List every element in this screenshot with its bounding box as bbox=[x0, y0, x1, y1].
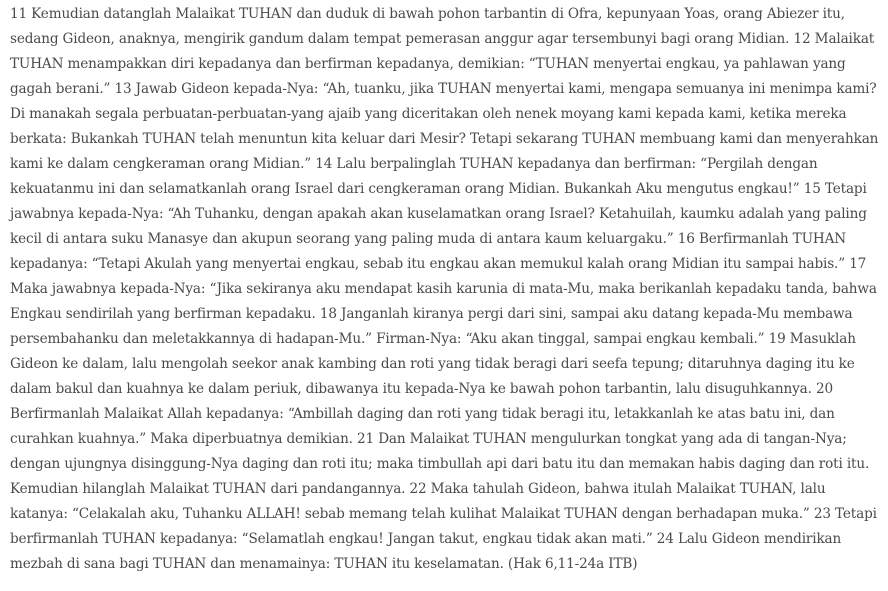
verse-text: Maka tahulah Gideon, bahwa itulah Malaikat TUHAN, lalu katanya: “Celakalah aku, Tuhanku ALLAH! sebab memang telah kulihat Malaikat TUHAN dengan berhadapan muka.” bbox=[10, 481, 826, 522]
verse-text: Masuklah Gideon ke dalam, lalu mengolah seekor anak kambing dan roti yang tidak beragi dari seefa tepung; ditaruhnya daging itu ke dalam bakul dan kuahnya ke dalam periuk, dibawanya itu kepada-Nya ke bawah pohon tarbantin, lalu disuguhkannya. bbox=[10, 331, 856, 397]
verse-text: Maka jawabnya kepada-Nya: “Jika sekiranya aku mendapat kasih karunia di mata-Mu, maka berikanlah kepadaku tanda, bahwa Engkau sendirilah yang berfirman kepadaku. bbox=[10, 281, 877, 322]
verse-number: 22 bbox=[409, 481, 427, 497]
verse-number: 18 bbox=[319, 306, 337, 322]
verse-text: Tetapi jawabnya kepada-Nya: “Ah Tuhanku, dengan apakah akan kuselamatkan orang Israel? Ketahuilah, kaumku adalah yang paling kecil di antara suku Manasye dan akupun seorang yang paling muda di antara kaum keluargaku.” bbox=[10, 181, 867, 247]
verse-number: 17 bbox=[849, 256, 867, 272]
verse-text: Tetapi berfirmanlah TUHAN kepadanya: “Selamatlah engkau! Jangan takut, engkau tidak akan mati.” bbox=[10, 506, 877, 547]
verse-number: 19 bbox=[768, 331, 786, 347]
verse-number: 13 bbox=[114, 81, 132, 97]
verse-text: Malaikat TUHAN menampakkan diri kepadanya dan berfirman kepadanya, demikian: “TUHAN menyertai engkau, ya pahlawan yang gagah berani.” bbox=[10, 31, 875, 97]
verse-number: 21 bbox=[357, 431, 375, 447]
scripture-passage bbox=[10, 2, 882, 577]
verse-number: 14 bbox=[315, 156, 333, 172]
verse-number: 24 bbox=[656, 531, 674, 547]
verse-text: Janganlah kiranya pergi dari sini, sampai aku datang kepada-Mu membawa persembahanku dan meletakkannya di hadapan-Mu.” Firman-Nya: “Aku akan tinggal, sampai engkau kembali.” bbox=[10, 306, 853, 347]
verse-text: Lalu Gideon mendirikan mezbah di sana bagi TUHAN dan menamainya: TUHAN itu keselamatan. bbox=[10, 531, 842, 572]
verse-text: Berfirmanlah Malaikat Allah kepadanya: “Ambillah daging dan roti yang tidak beragi itu, letakkanlah ke atas batu ini, dan curahkan kuahnya.” Maka diperbuatnya demikian. bbox=[10, 406, 835, 447]
verse-number: 12 bbox=[793, 31, 811, 47]
verse-text: Lalu berpalinglah TUHAN kepadanya dan berfirman: “Pergilah dengan kekuatanmu ini dan selamatkanlah orang Israel dari cengkeraman orang Midian. Bukankah Aku mengutus engkau!” bbox=[10, 156, 818, 197]
verse-number: 15 bbox=[803, 181, 821, 197]
verse-text: Berfirmanlah TUHAN kepadanya: “Tetapi Akulah yang menyertai engkau, sebab itu engkau akan memukul kalah orang Midian itu sampai habis.” bbox=[10, 231, 847, 272]
verse-number: 11 bbox=[10, 6, 27, 22]
verse-text: Kemudian datanglah Malaikat TUHAN dan duduk di bawah pohon tarbantin di Ofra, kepunyaan Yoas, orang Abiezer itu, sedang Gideon, anaknya, mengirik gandum dalam tempat pemerasan anggur agar tersembunyi bagi orang Midian. bbox=[10, 6, 845, 47]
verse-number: 20 bbox=[815, 381, 833, 397]
verse-number: 16 bbox=[677, 231, 695, 247]
verse-text: Dan Malaikat TUHAN mengulurkan tongkat yang ada di tangan-Nya; dengan ujungnya disinggung-Nya daging dan roti itu; maka timbullah api dari batu itu dan memakan habis daging dan roti itu. Kemudian hilanglah Malaikat TUHAN dari pandangannya. bbox=[10, 431, 870, 497]
verse-text: Jawab Gideon kepada-Nya: “Ah, tuanku, jika TUHAN menyertai kami, mengapa semuanya ini menimpa kami? Di manakah segala perbuatan-perbuatan-yang ajaib yang diceritakan oleh nenek moyang kami kepada kami, ketika mereka berkata: Bukankah TUHAN telah menuntun kita keluar dari Mesir? Tetapi sekarang TUHAN membuang kami dan menyerahkan kami ke dalam cengkeraman orang Midian.” bbox=[10, 81, 879, 172]
verse-number: 23 bbox=[813, 506, 831, 522]
scripture-reference: (Hak 6,11-24a ITB) bbox=[507, 556, 638, 572]
